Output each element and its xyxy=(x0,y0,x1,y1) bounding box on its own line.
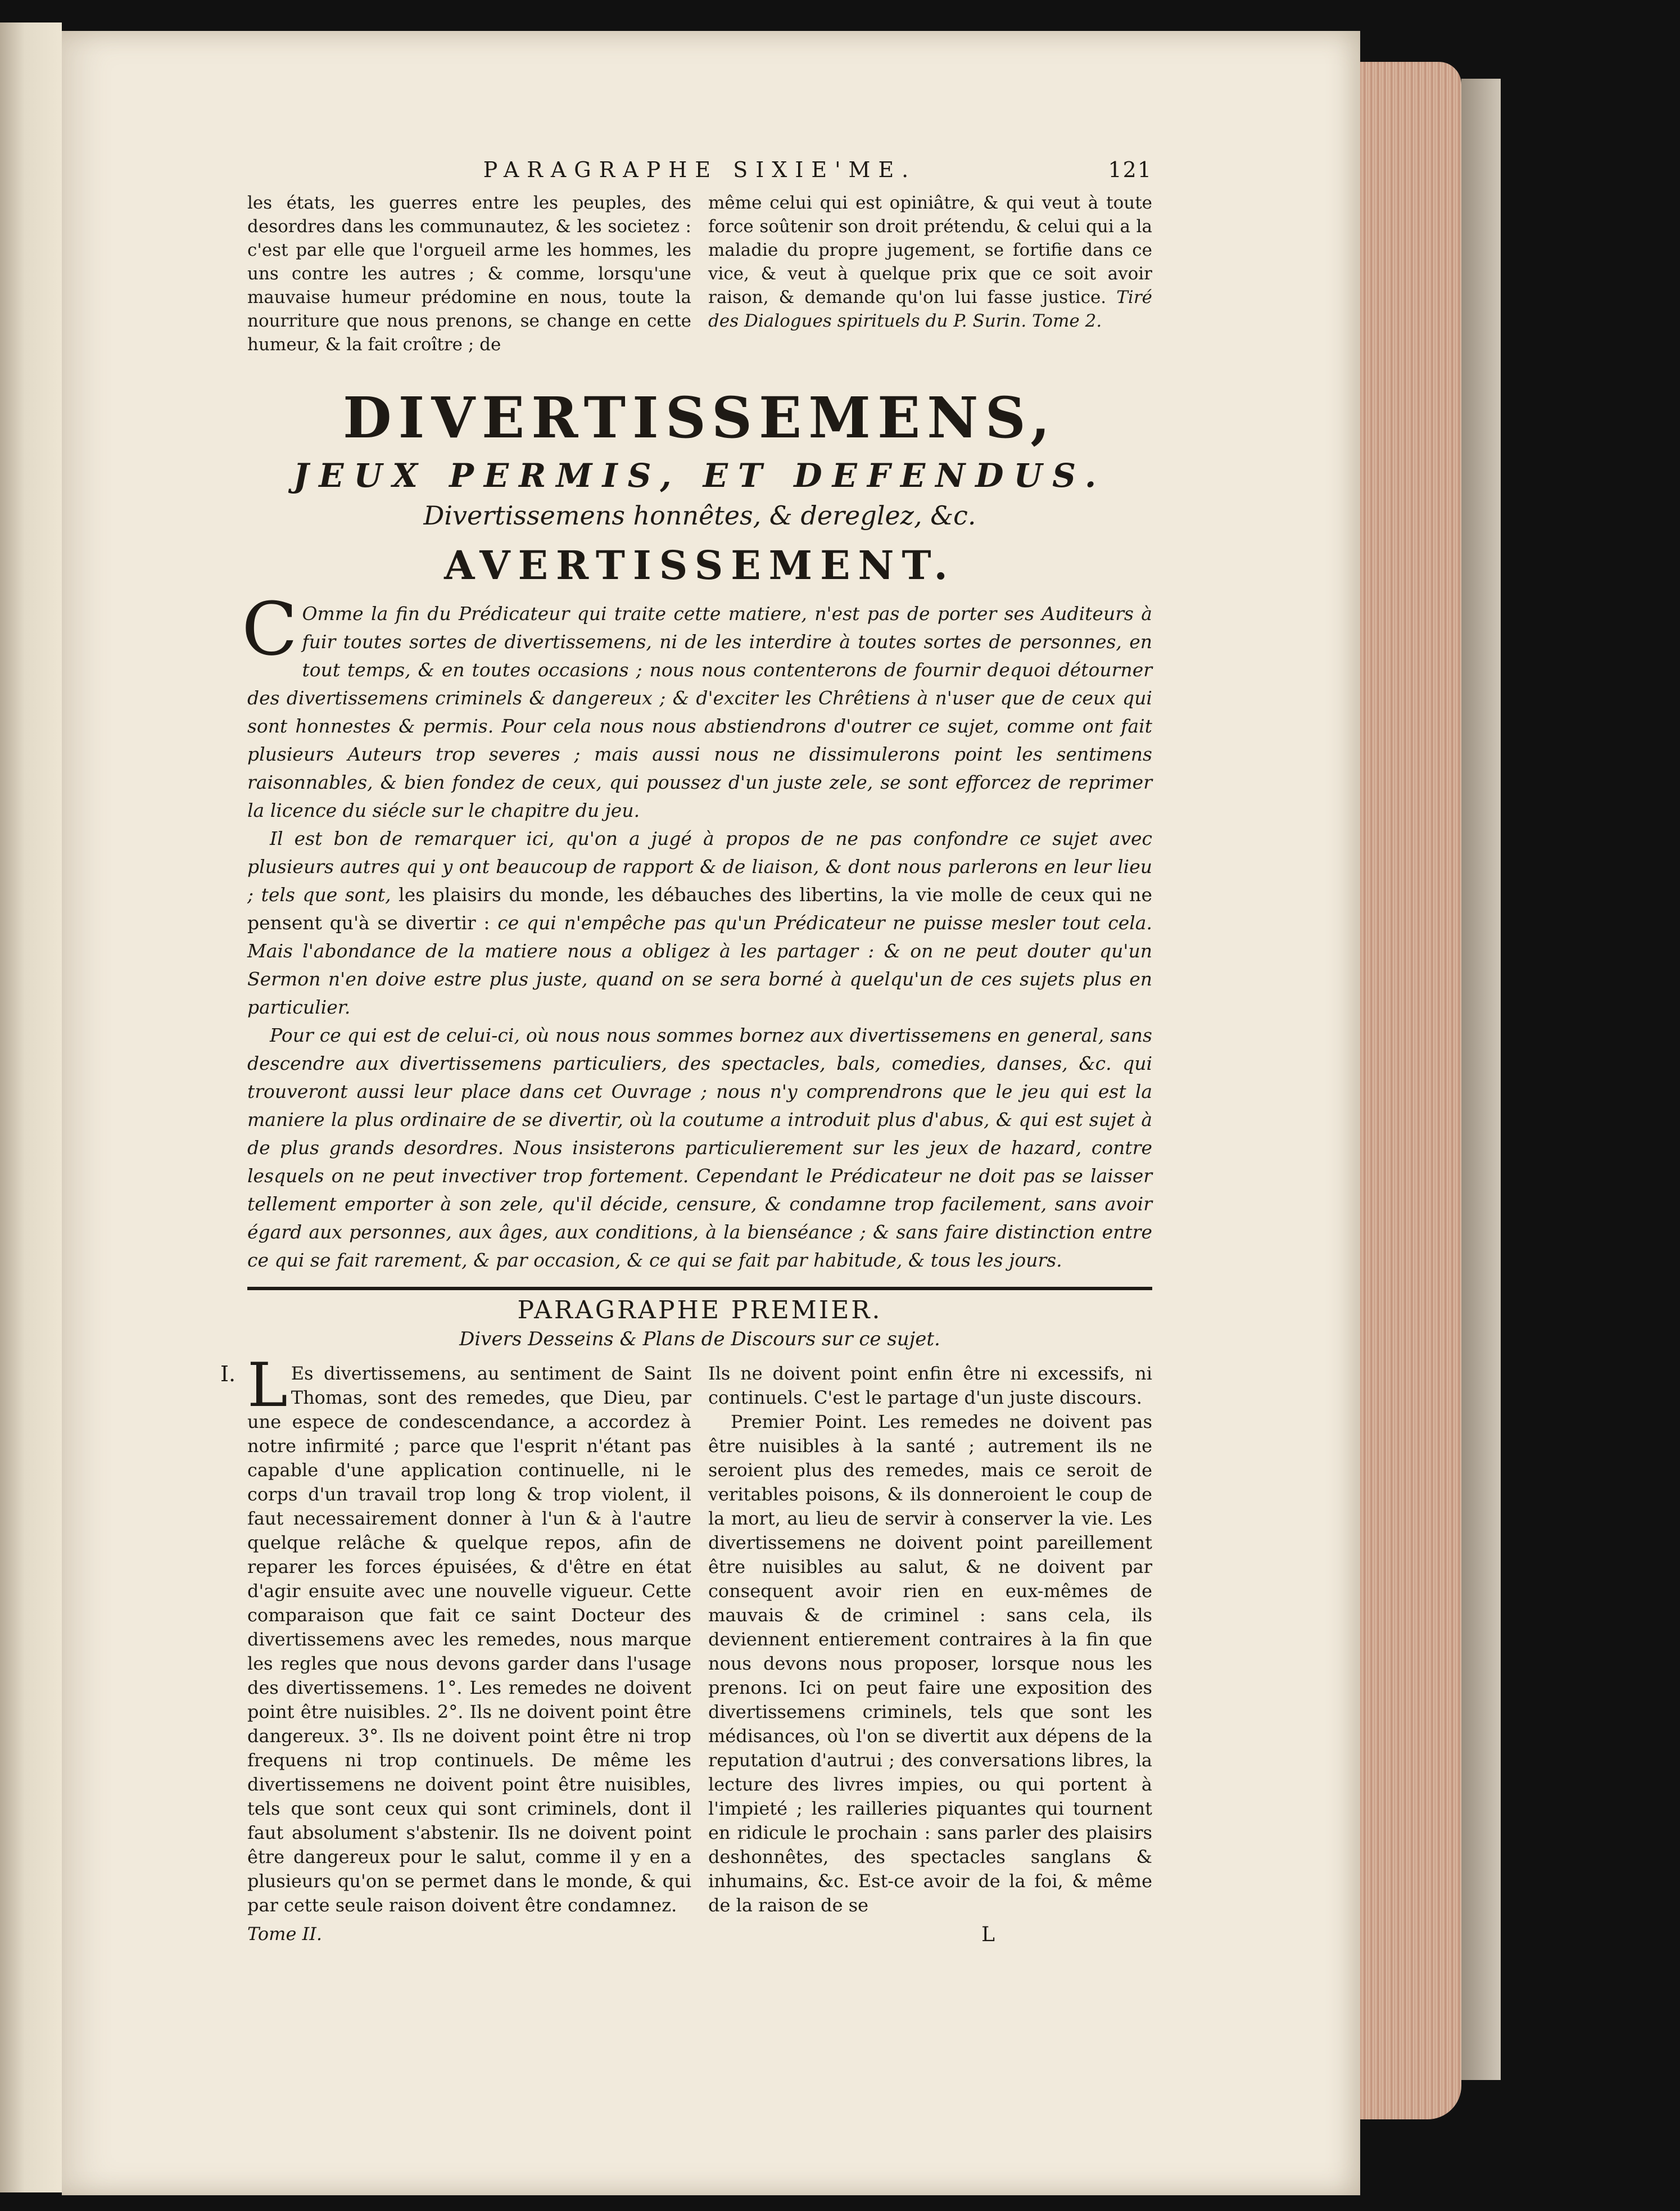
avertissement-paragraph-2c: ce qui n'empêche pas qu'un Prédicateur ne puisse mesler tout cela. Mais l'abondance de la matiere nous a obligez à les partager : & on ne peut douter qu'un Sermon n'en doive estre plus juste, quand on se sera borné à quelqu'un de ces sujets plus en particulier. xyxy=(247,912,1152,1018)
top-left-column xyxy=(247,191,691,356)
body-left-text: Es divertissemens, au sentiment de Saint Thomas, sont des remedes, que Dieu, par une espece de condescendance, a accordez à notre infirmité ; parce que l'esprit n'étant pas capable d'une application continuelle, ni le corps d'un travail trop long & trop violent, il faut necessairement donner à l'un & à l'autre quelque relâche & quelque repos, afin de reparer les forces épuisées, & d'être en état d'agir ensuite avec une nouvelle vigueur. Cette comparaison que fait ce saint Docteur des divertissemens avec les remedes, nous marque les regles que nous devons garder dans l'usage des divertissemens. 1°. Les remedes ne doivent point être nuisibles. 2°. Ils ne doivent point être dangereux. 3°. Ils ne doivent point être ni trop frequens ni trop continuels. De même les divertissemens ne doivent point être nuisibles, tels que sont ceux qui sont criminels, dont il faut absolument s'abstenir. Ils ne doivent point être dangereux pour le salut, comme il y en a plusieurs qu'on se permet dans le monde, & qui par cette seule raison doivent être condamnez. xyxy=(247,1363,691,1916)
avertissement-paragraph-2b: les plaisirs du monde, les débauches des libertins, la vie molle de ceux qui ne pensent qu'à se divertir : xyxy=(247,884,1152,934)
running-head xyxy=(247,157,1152,191)
volume-label: Tome II. xyxy=(247,1923,323,1945)
section-subheading: Divers Desseins & Plans de Discours sur ce sujet. xyxy=(459,1328,940,1350)
page-footer xyxy=(247,1923,1152,1946)
page-content xyxy=(220,157,1152,1946)
avertissement-text xyxy=(242,586,1152,1274)
chapter-subtitle-secondary: Divertissemens honnêtes, & dereglez, &c. xyxy=(423,500,976,531)
drop-cap: C xyxy=(242,586,298,672)
top-right-column xyxy=(708,191,1152,356)
page-fore-edge xyxy=(1360,62,1461,2119)
avertissement-paragraph-3: Pour ce qui est de celui-ci, où nous nous sommes bornez aux divertissemens en general, sans descendre aux divertissemens particuliers, des spectacles, bals, comedies, danses, &c. qui trouveront aussi leur place dans cet Ouvrage ; nous n'y comprendrons que le jeu qui est la maniere la plus ordinaire de se divertir, où la coutume a introduit plus d'abus, & qui est sujet à de plus grands desordres. Nous insisterons particulierement sur les jeux de hazard, contre lesquels on ne peut invectiver trop fortement. Cependant le Prédicateur ne doit pas se laisser tellement emporter à son zele, qu'il décide, censure, & condamne trop facilement, sans avoir égard aux personnes, aux âges, aux conditions, à la bienséance ; & sans faire distinction entre ce qui se fait rarement, & par occasion, & ce qui se fait par habitude, & tous les jours. xyxy=(247,1024,1152,1271)
chapter-title: DIVERTISSEMENS, xyxy=(342,385,1057,451)
section-rule xyxy=(247,1287,1152,1290)
source-citation: Tiré des Dialogues spirituels du P. Surin. Tome 2. xyxy=(708,287,1152,331)
chapter-subtitle: JEUX PERMIS, ET DEFENDUS. xyxy=(293,456,1107,495)
avertissement-paragraph-2a: Il est bon de remarquer ici, qu'on a jugé à propos de ne pas confondre ce sujet avec plusieurs autres qui y ont beaucoup de rapport & de liaison, & dont nous parlerons en leur lieu ; tels que sont, xyxy=(247,828,1152,906)
book-cover-edge xyxy=(1461,79,1501,2080)
body-right-paragraph-2: Premier Point. Les remedes ne doivent pas être nuisibles à la santé ; autrement ils ne seroient plus des remedes, mais ce seroit de veritables poisons, & ils donneroient le coup de la mort, au lieu de servir à conserver la vie. Les divertissemens ne doivent point pareillement être nuisibles au salut, & ne doivent par consequent avoir rien en eux-mêmes de mauvais & de criminel : sans cela, ils deviennent entierement contraires à la fin que nous devons nous proposer, lorsque nous les prenons. Ici on peut faire une exposition des divertissemens criminels, tels que sont les médisances, où l'on se divertit aux dépens de la reputation d'autrui ; des conversations libres, la lecture des livres impies, ou qui portent à l'impieté ; les railleries piquantes qui tournent en ridicule le prochain : sans parler des plaisirs deshonnêtes, des spectacles sanglans & inhumains, &c. Est-ce avoir de la foi, & même de la raison de se xyxy=(708,1411,1152,1916)
body-right-column xyxy=(708,1362,1152,1918)
drop-cap-l: L xyxy=(247,1350,288,1421)
margin-number: I. xyxy=(220,1362,236,1386)
avertissement-paragraph-1: Omme la fin du Prédicateur qui traite cette matiere, n'est pas de porter ses Auditeurs à fuir toutes sortes de divertissemens, ni de les interdire à toutes sortes de personnes, en tout temps, & en toutes occasions ; nous nous contenterons de fournir dequoi détourner des divertissemens criminels & dangereux ; & d'exciter les Chrêtiens à n'user que de ceux qui sont honnestes & permis. Pour cela nous nous abstiendrons d'outrer ce sujet, comme ont fait plusieurs Auteurs trop severes ; mais aussi nous ne dissimulerons point les sentimens raisonnables, & bien fondez de ceux, qui poussez d'un juste zele, se sont efforcez de reprimer la licence du siécle sur le chapitre du jeu. xyxy=(247,603,1152,821)
top-right-text: même celui qui est opiniâtre, & qui veut à toute force soûtenir son droit prétendu, & celui qui a la maladie du propre jugement, se fortifie dans ce vice, & veut à quelque prix que ce soit avoir raison, & demande qu'on lui fasse justice. xyxy=(708,193,1152,308)
section-heading: PARAGRAPHE PREMIER. xyxy=(517,1296,882,1324)
running-head-title: PARAGRAPHE SIXIE'ME. xyxy=(483,157,917,182)
signature-mark: L xyxy=(981,1923,995,1946)
body-left-column xyxy=(247,1350,691,1918)
body-right-paragraph-1: Ils ne doivent point enfin être ni excessifs, ni continuels. C'est le partage d'un juste discours. xyxy=(708,1363,1152,1408)
top-columns xyxy=(247,191,1152,356)
body-columns xyxy=(220,1350,1152,1918)
facing-page-edge xyxy=(0,22,62,2192)
top-left-text: les états, les guerres entre les peuples, des desordres dans les communautez, & les societez : c'est par elle que l'orgueil arme les hommes, les uns contre les autres ; & comme, lorsqu'une mauvaise humeur prédomine en nous, toute la nourriture que nous prenons, se change en cette humeur, & la fait croître ; de xyxy=(247,193,691,355)
avertissement-heading: AVERTISSEMENT. xyxy=(444,542,956,589)
page-number: 121 xyxy=(1108,157,1152,182)
